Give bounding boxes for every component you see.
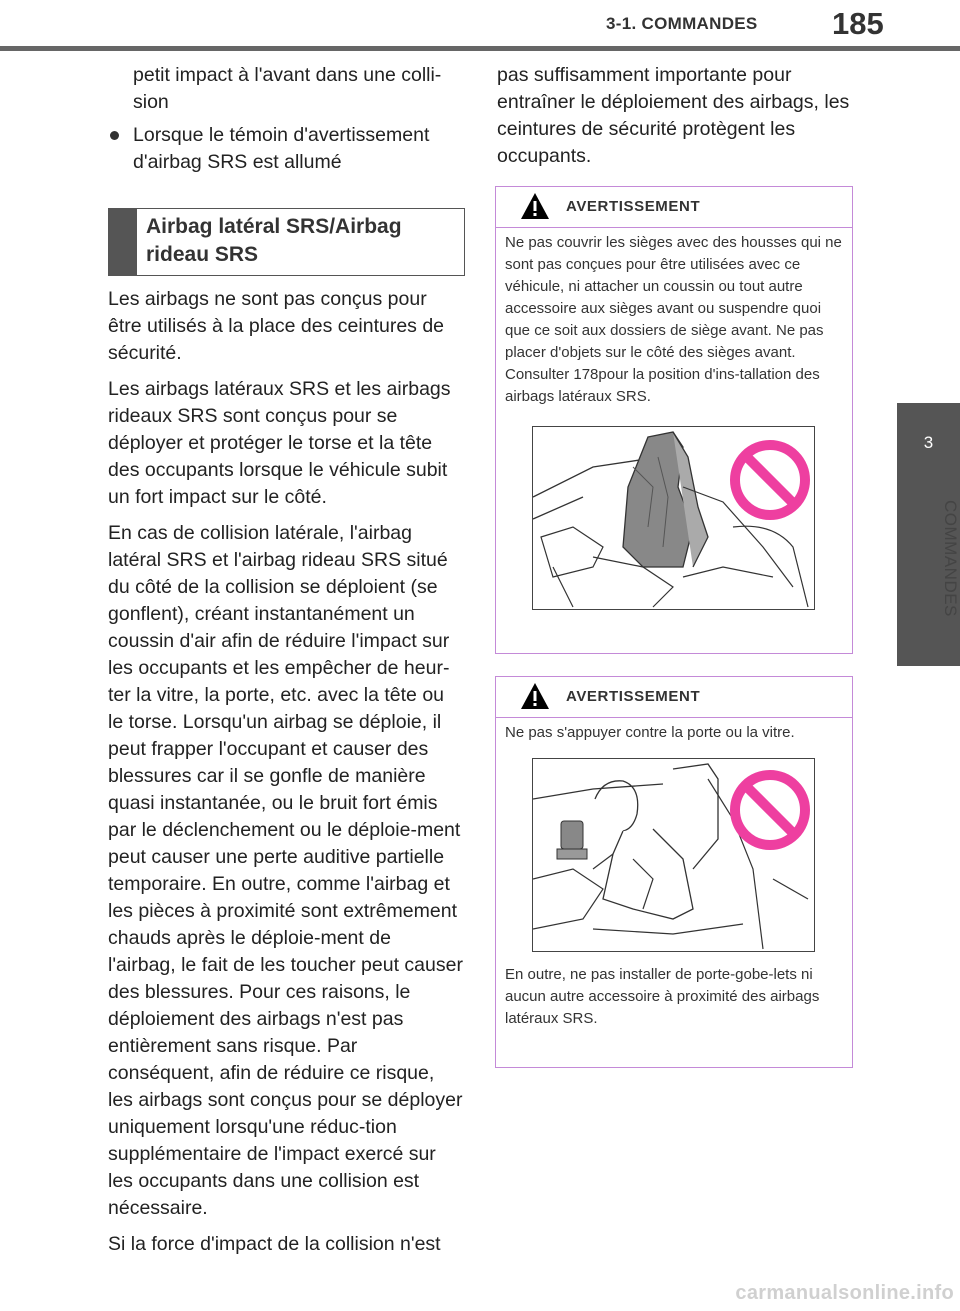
paragraph: Si la force d'impact de la collision n'est [108, 1233, 441, 1255]
warning-text: Ne pas couvrir les sièges avec des housses qui ne sont pas conçues pour être utilisées avec ce véhicule, ni attacher un coussin ou tout autre accessoire aux sièges avant ou suspendre quoi que ce soit aux dossiers de siège avant. Ne pas placer d'objets sur le côté des sièges avant. Consulter 178pour la position d'ins-tallation des airbags latéraux SRS. [505, 234, 842, 405]
prohibition-icon [729, 439, 811, 521]
warning-box-1 [495, 186, 853, 654]
chapter-number: 3 [923, 433, 934, 452]
page-number: 185 [832, 6, 884, 41]
warning-title: AVERTISSEMENT [566, 688, 701, 705]
header-rule [0, 46, 960, 51]
paragraph: En cas de collision latérale, l'airbag latéral SRS et l'airbag rideau SRS situé du côté de la collision se déploient (se gonflent), créant instantanément un coussin d'air afin de réduire l'impact sur les occupants et les empêcher de heur-ter la vitre, la porte, etc. avec la tête ou le torse. Lorsqu'un airbag se déploie, il peut frapper l'occupant et causer des blessures car il se gonfle de manière quasi instantanée, ou le bruit fort émis par le déclenchement ou le déploie-ment peut causer une perte auditive partielle temporaire. En outre, comme l'airbag et les pièces à proximité sont extrêmement chauds après le déploie-ment de l'airbag, le fait de les toucher peut causer des blessures. Pour ces raisons, le déploiement des airbags n'est pas entièrement sans risque. Par conséquent, afin de réduire ce risque, les airbags sont conçus pour se déployer uniquement lorsqu'une réduc-tion supplémentaire de l'impact exercé sur les occupants dans une collision est nécessaire. [108, 522, 463, 1219]
watermark: carmanualsonline.info [735, 1282, 954, 1304]
warning-triangle-icon [520, 682, 550, 710]
section-title: Airbag latéral SRS/Airbag rideau SRS [146, 215, 402, 266]
continued-text: petit impact à l'avant dans une colli-sion [133, 64, 442, 113]
warning-header [496, 677, 852, 718]
section-header: 3-1. COMMANDES [606, 14, 758, 33]
seat-cover-illustration [532, 426, 815, 610]
section-heading [108, 208, 465, 276]
warning-text: Ne pas s'appuyer contre la porte ou la vitre. [505, 724, 795, 741]
chapter-label: COMMANDES [941, 500, 960, 617]
right-intro: pas suffisamment importante pour entraîner le déploiement des airbags, les ceintures de sécurité protègent les occupants. [497, 64, 850, 167]
left-body [108, 286, 463, 1267]
warning-triangle-icon [520, 192, 550, 220]
warning-header [496, 187, 852, 228]
warning-title: AVERTISSEMENT [566, 198, 701, 215]
warning-box-2 [495, 676, 853, 1068]
prohibition-icon [729, 769, 811, 851]
left-column-top [108, 62, 468, 176]
bullet-item: Lorsque le témoin d'avertissement d'airbag SRS est allumé [108, 122, 468, 176]
leaning-occupant-illustration [532, 758, 815, 952]
warning-text-after: En outre, ne pas installer de porte-gobe-lets ni aucun autre accessoire à proximité des airbags latéraux SRS. [505, 966, 820, 1027]
paragraph: Les airbags ne sont pas conçus pour être utilisés à la place des ceintures de sécurité. [108, 288, 445, 364]
section-heading-bar [109, 209, 137, 275]
paragraph: Les airbags latéraux SRS et les airbags rideaux SRS sont conçus pour se déployer et protéger le torse et la tête des occupants lorsque le véhicule subit un fort impact sur le côté. [108, 378, 451, 508]
